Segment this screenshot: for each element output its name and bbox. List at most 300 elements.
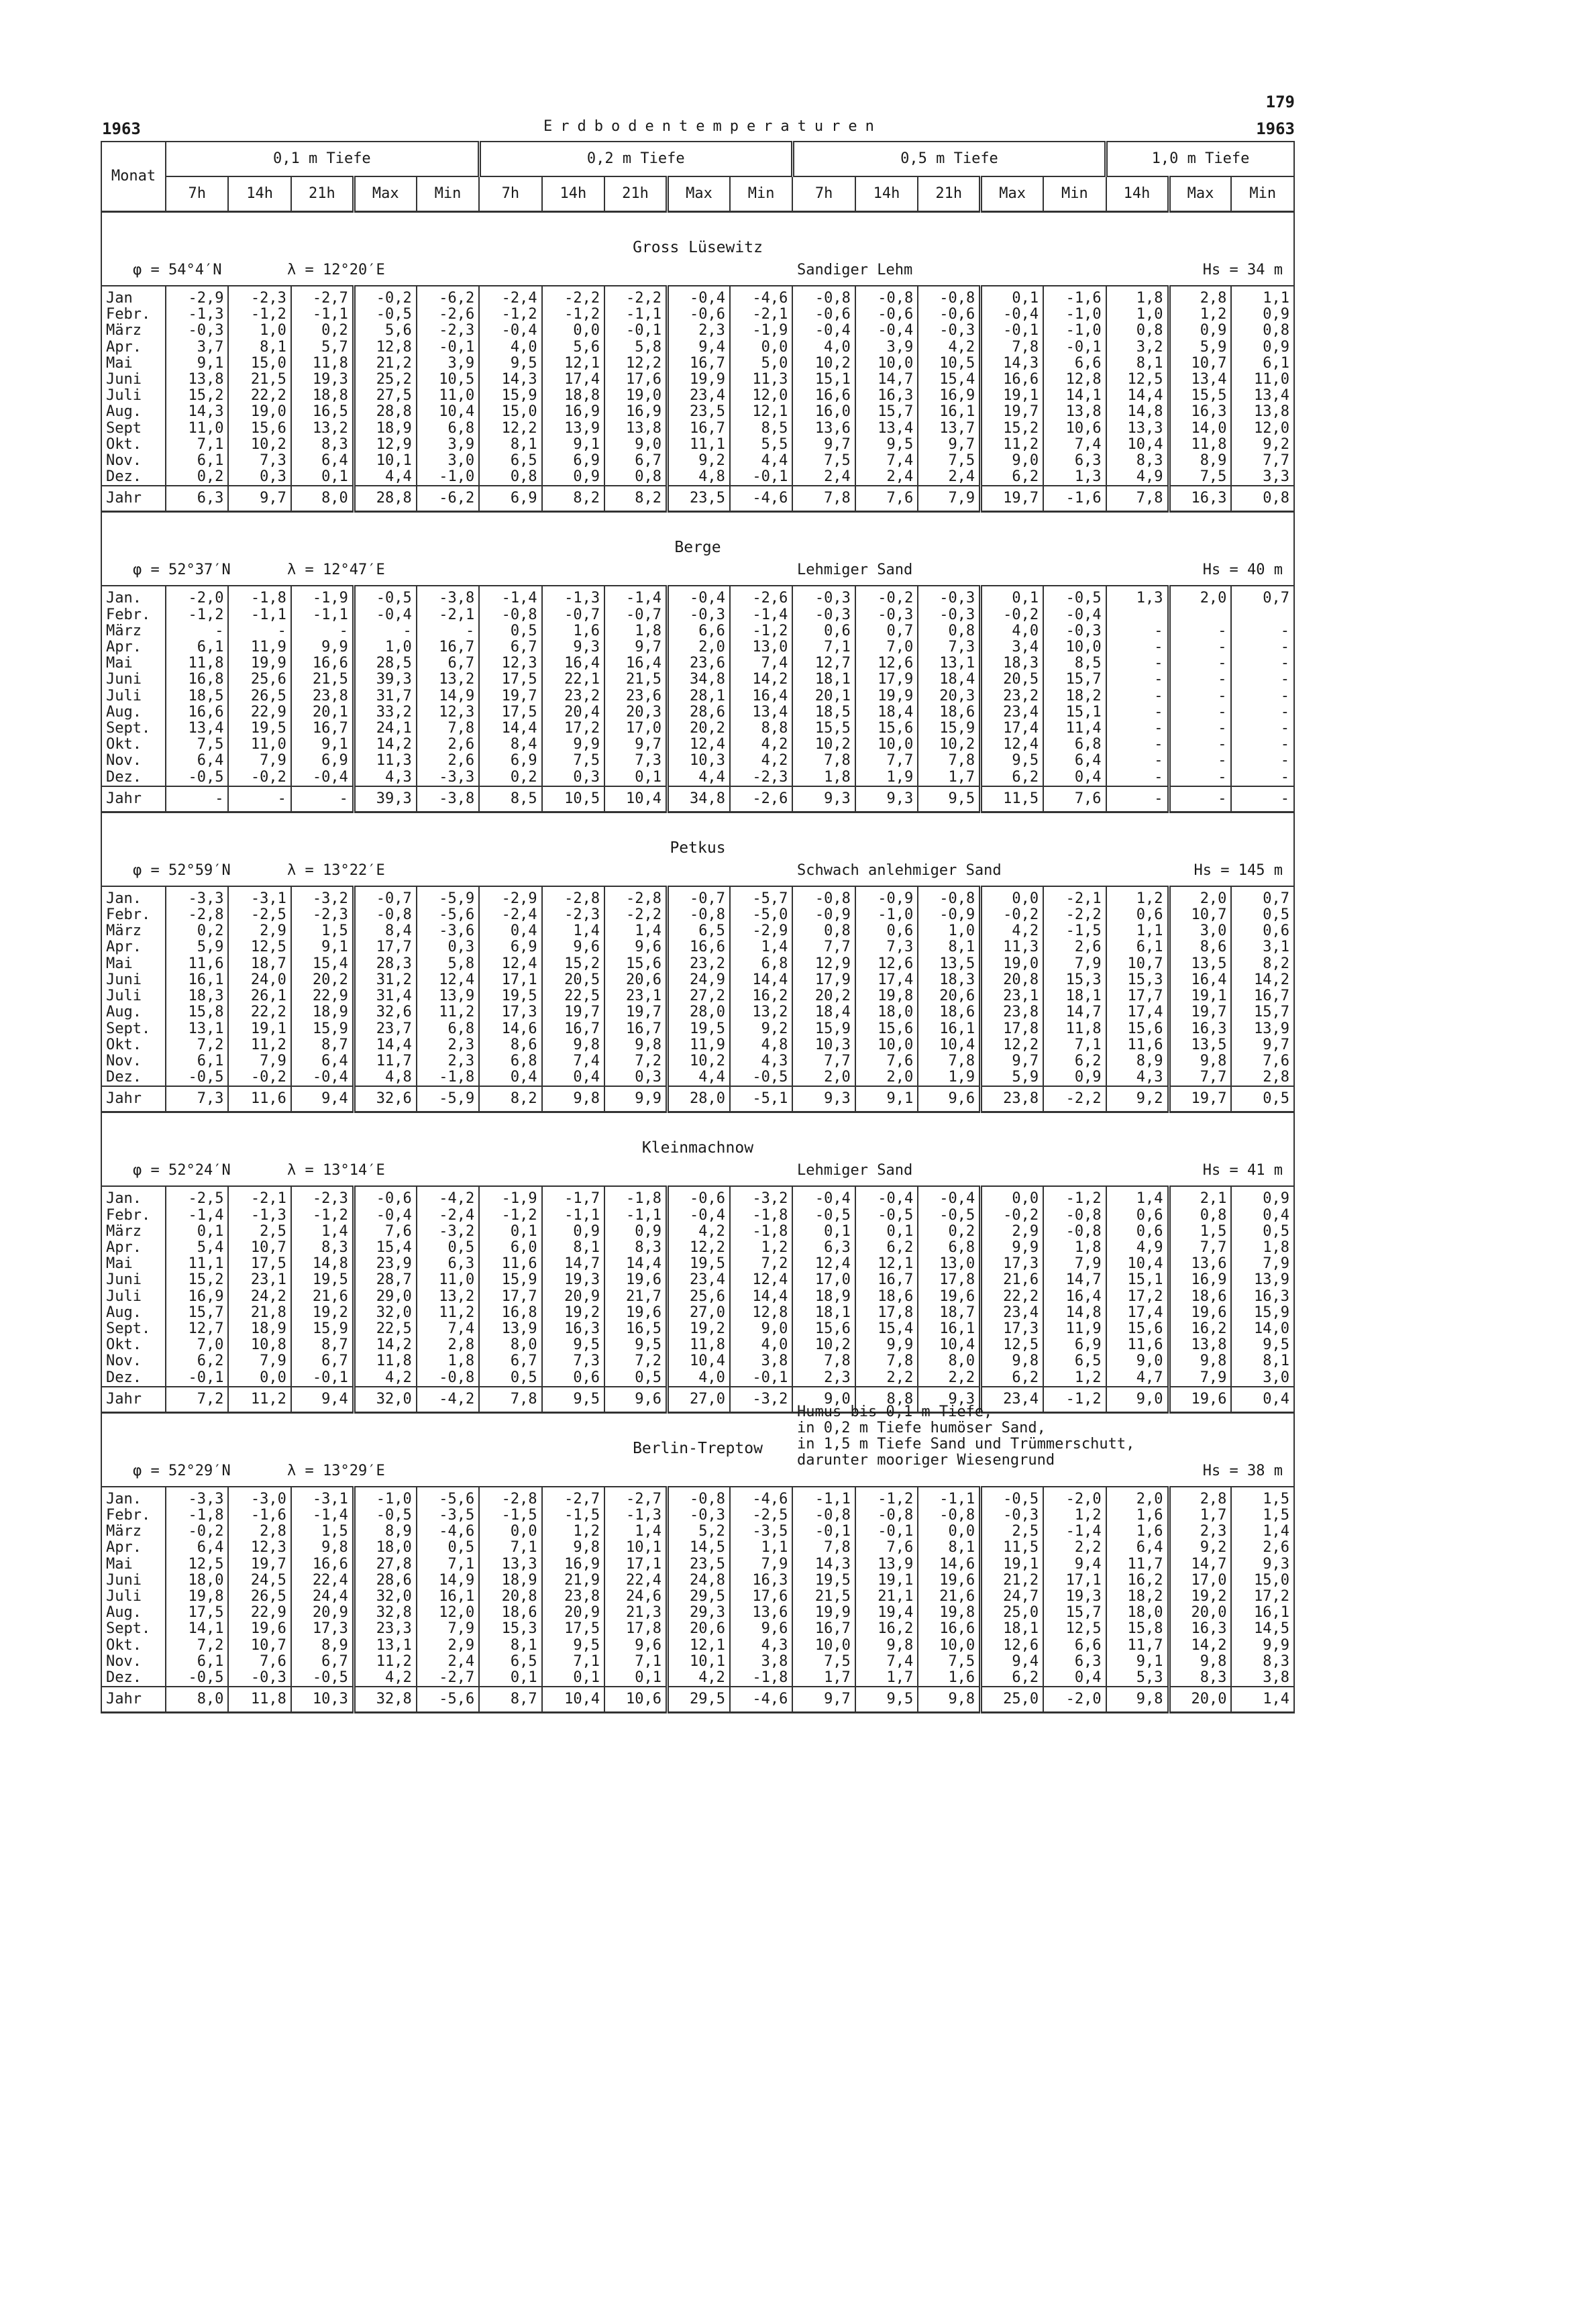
table-cell: 13,2 — [730, 1004, 792, 1020]
table-cell: 0,0 — [981, 1186, 1043, 1207]
table-cell: 3,9 — [417, 356, 479, 372]
table-cell: 11,2 — [228, 1037, 290, 1053]
table-cell: 4,2 — [354, 1670, 416, 1687]
table-cell: 10,0 — [792, 1638, 855, 1654]
station-longitude: λ = 13°14′E — [287, 1162, 385, 1179]
table-cell: -0,1 — [604, 323, 667, 339]
table-cell: 19,2 — [668, 1321, 730, 1337]
table-cell: 8,1 — [918, 1540, 980, 1556]
table-cell — [1106, 607, 1169, 623]
table-cell: 18,6 — [479, 1605, 541, 1621]
table-row — [101, 737, 1294, 753]
table-cell: -0,8 — [479, 607, 541, 623]
table-cell: 7,3 — [228, 453, 290, 469]
table-cell: 6,2 — [855, 1240, 918, 1256]
table-cell: -2,7 — [542, 1487, 604, 1508]
table-cell: - — [1106, 623, 1169, 639]
table-cell: 9,7 — [792, 1687, 855, 1713]
table-cell: 10,2 — [228, 437, 290, 453]
table-cell: 12,2 — [479, 421, 541, 437]
month-cell: Mai — [101, 655, 166, 672]
table-cell: -3,2 — [417, 1224, 479, 1240]
table-cell: 20,2 — [291, 972, 354, 988]
table-cell: 16,0 — [792, 404, 855, 420]
table-cell: 23,2 — [668, 956, 730, 972]
table-cell: 16,1 — [417, 1589, 479, 1605]
table-cell: 11,8 — [354, 1353, 416, 1369]
month-cell: Mai — [101, 356, 166, 372]
table-cell: 1,4 — [604, 1524, 667, 1540]
year-total-row — [101, 486, 1294, 512]
table-cell: 25,6 — [668, 1289, 730, 1305]
table-cell: -2,1 — [417, 607, 479, 623]
table-cell: 13,9 — [417, 988, 479, 1004]
table-cell: 6,9 — [479, 486, 541, 512]
table-cell: 15,8 — [1106, 1621, 1169, 1637]
table-cell: -0,3 — [981, 1508, 1043, 1524]
table-cell: 1,4 — [542, 923, 604, 939]
table-cell: 11,4 — [1043, 721, 1106, 737]
table-cell: 28,8 — [354, 486, 416, 512]
month-cell: Aug. — [101, 404, 166, 420]
table-cell: 3,4 — [981, 639, 1043, 655]
month-cell: Okt. — [101, 437, 166, 453]
table-cell: 8,1 — [542, 1240, 604, 1256]
table-cell: 19,5 — [228, 721, 290, 737]
table-cell: -0,7 — [542, 607, 604, 623]
table-cell: 7,2 — [604, 1053, 667, 1069]
table-cell: 33,2 — [354, 704, 416, 721]
table-cell: 13,5 — [1169, 956, 1231, 972]
table-cell: 21,9 — [542, 1573, 604, 1589]
table-cell: 17,3 — [981, 1321, 1043, 1337]
table-cell: 15,1 — [1106, 1272, 1169, 1288]
table-cell: -0,1 — [792, 1524, 855, 1540]
table-cell: 18,2 — [1043, 688, 1106, 704]
table-row — [101, 655, 1294, 672]
table-cell: -0,4 — [668, 586, 730, 606]
table-cell: 8,3 — [604, 1240, 667, 1256]
table-cell: 9,2 — [730, 1021, 792, 1037]
table-cell: 1,1 — [730, 1540, 792, 1556]
table-cell: 14,5 — [668, 1540, 730, 1556]
table-cell: 7,9 — [417, 1621, 479, 1637]
table-cell: 9,8 — [542, 1037, 604, 1053]
table-cell: 6,2 — [981, 770, 1043, 786]
table-cell: 31,2 — [354, 972, 416, 988]
table-row — [101, 323, 1294, 339]
table-cell: 22,5 — [542, 988, 604, 1004]
table-cell: 7,6 — [855, 486, 918, 512]
table-cell: - — [1169, 770, 1231, 786]
table-cell: 10,6 — [604, 1687, 667, 1713]
table-cell: 4,9 — [1106, 1240, 1169, 1256]
table-cell: -0,4 — [668, 286, 730, 307]
table-cell: 2,4 — [792, 469, 855, 486]
table-cell: 23,1 — [981, 988, 1043, 1004]
table-row — [101, 753, 1294, 769]
table-cell: 22,9 — [228, 1605, 290, 1621]
year-right: 1963 — [1256, 119, 1295, 138]
table-cell: 9,3 — [1231, 1556, 1294, 1573]
table-cell: 1,8 — [417, 1353, 479, 1369]
table-cell: 1,4 — [1231, 1687, 1294, 1713]
table-cell: -1,9 — [730, 323, 792, 339]
table-cell: - — [354, 623, 416, 639]
table-cell: -0,3 — [792, 607, 855, 623]
table-cell: 12,2 — [981, 1037, 1043, 1053]
table-cell: 17,2 — [542, 721, 604, 737]
table-row — [101, 1556, 1294, 1573]
table-cell: 8,9 — [1106, 1053, 1169, 1069]
month-cell: Sept. — [101, 1621, 166, 1637]
table-cell: 0,5 — [1231, 1086, 1294, 1112]
table-cell: 9,8 — [981, 1353, 1043, 1369]
table-cell: 20,6 — [918, 988, 980, 1004]
table-cell: - — [1231, 672, 1294, 688]
table-cell: 2,0 — [792, 1069, 855, 1086]
month-cell: Sept — [101, 421, 166, 437]
table-cell: 9,1 — [1106, 1654, 1169, 1670]
table-cell: 17,2 — [1231, 1589, 1294, 1605]
table-cell: 12,4 — [668, 737, 730, 753]
table-cell: -0,8 — [855, 286, 918, 307]
table-cell: 19,1 — [228, 1021, 290, 1037]
table-cell: 1,4 — [604, 923, 667, 939]
table-cell: 11,8 — [1043, 1021, 1106, 1037]
table-cell: 18,0 — [166, 1573, 228, 1589]
table-cell: 6,5 — [479, 1654, 541, 1670]
table-cell: 1,3 — [1106, 586, 1169, 606]
table-cell: 16,2 — [1106, 1573, 1169, 1589]
table-cell: 7,8 — [792, 1353, 855, 1369]
table-cell: -2,3 — [228, 286, 290, 307]
table-cell: 19,2 — [291, 1305, 354, 1321]
depth-header-1-0m: 1,0 m Tiefe — [1106, 142, 1294, 176]
month-cell: Mai — [101, 956, 166, 972]
table-cell: 19,9 — [855, 688, 918, 704]
table-cell: 9,8 — [604, 1037, 667, 1053]
table-cell: 19,7 — [981, 486, 1043, 512]
table-cell: -1,3 — [604, 1508, 667, 1524]
table-cell: - — [291, 786, 354, 812]
table-cell: 6,3 — [417, 1256, 479, 1272]
table-row — [101, 1037, 1294, 1053]
table-cell: 7,6 — [855, 1053, 918, 1069]
table-cell: 39,3 — [354, 786, 416, 812]
table-cell: 7,4 — [730, 655, 792, 672]
table-cell: 23,8 — [981, 1004, 1043, 1020]
table-cell: 5,0 — [730, 356, 792, 372]
table-cell: -2,0 — [166, 586, 228, 606]
table-cell: 9,1 — [291, 737, 354, 753]
station-latitude: φ = 52°37′N — [133, 562, 231, 579]
table-cell: 9,8 — [1169, 1654, 1231, 1670]
table-cell: 2,8 — [1169, 1487, 1231, 1508]
table-cell: 22,1 — [542, 672, 604, 688]
table-cell: 0,6 — [1106, 1224, 1169, 1240]
table-cell: 7,1 — [542, 1654, 604, 1670]
table-cell: 19,6 — [1169, 1387, 1231, 1413]
table-cell: 2,1 — [1169, 1186, 1231, 1207]
table-cell: 23,6 — [668, 655, 730, 672]
table-cell: 17,4 — [1106, 1305, 1169, 1321]
table-cell: 2,6 — [1043, 939, 1106, 955]
table-cell: 17,4 — [542, 372, 604, 388]
table-cell: 23,1 — [228, 1272, 290, 1288]
table-cell: 3,7 — [166, 339, 228, 356]
table-cell: 10,8 — [228, 1337, 290, 1353]
table-cell: 29,0 — [354, 1289, 416, 1305]
table-cell: 14,3 — [166, 404, 228, 420]
table-cell: -0,8 — [1043, 1208, 1106, 1224]
table-cell: 0,3 — [228, 469, 290, 486]
table-cell: 9,5 — [855, 1687, 918, 1713]
table-cell: 20,9 — [291, 1605, 354, 1621]
table-cell: 16,1 — [918, 1021, 980, 1037]
table-cell: 16,7 — [417, 639, 479, 655]
table-cell: 6,8 — [417, 1021, 479, 1037]
table-cell: 0,9 — [604, 1224, 667, 1240]
table-cell: 9,0 — [1106, 1387, 1169, 1413]
table-cell: 18,1 — [792, 672, 855, 688]
table-cell: 3,3 — [1231, 469, 1294, 486]
table-cell: 19,1 — [855, 1573, 918, 1589]
table-cell: 9,1 — [542, 437, 604, 453]
table-cell: 21,2 — [354, 356, 416, 372]
month-cell: Mai — [101, 1256, 166, 1272]
table-cell: -1,0 — [354, 1487, 416, 1508]
table-cell: 10,2 — [792, 1337, 855, 1353]
table-cell: 16,4 — [1043, 1289, 1106, 1305]
month-cell: Nov. — [101, 1053, 166, 1069]
station-name-row — [101, 212, 1294, 256]
table-cell: 0,9 — [542, 469, 604, 486]
table-cell: 1,0 — [1106, 307, 1169, 323]
table-cell: 12,3 — [479, 655, 541, 672]
table-cell: 0,8 — [479, 469, 541, 486]
table-cell: 24,8 — [668, 1573, 730, 1589]
table-cell: 10,2 — [668, 1053, 730, 1069]
table-cell: -0,8 — [918, 886, 980, 907]
table-cell: 19,2 — [542, 1305, 604, 1321]
table-row — [101, 1540, 1294, 1556]
table-cell: 14,2 — [730, 672, 792, 688]
table-cell: 9,6 — [604, 939, 667, 955]
table-cell: 16,6 — [792, 388, 855, 404]
table-cell: 8,1 — [479, 437, 541, 453]
table-cell: 27,8 — [354, 1556, 416, 1573]
column-header-14h: 14h — [1106, 176, 1169, 212]
table-cell: 9,0 — [730, 1321, 792, 1337]
table-cell: 16,7 — [855, 1272, 918, 1288]
table-cell: 10,6 — [1043, 421, 1106, 437]
table-cell: -5,6 — [417, 1487, 479, 1508]
soil-note-line: in 1,5 m Tiefe Sand und Trümmerschutt, — [797, 1435, 1135, 1452]
table-cell: 7,9 — [1043, 1256, 1106, 1272]
table-cell: 15,9 — [792, 1021, 855, 1037]
month-cell: Aug. — [101, 704, 166, 721]
table-cell: 19,8 — [918, 1605, 980, 1621]
table-cell: 0,5 — [1231, 907, 1294, 923]
table-cell: 14,4 — [730, 1289, 792, 1305]
table-cell: 19,8 — [166, 1589, 228, 1605]
table-cell: 12,6 — [855, 655, 918, 672]
table-cell: 18,9 — [792, 1289, 855, 1305]
table-cell: -2,6 — [730, 586, 792, 606]
table-cell: -2,4 — [417, 1208, 479, 1224]
table-cell: 19,3 — [1043, 1589, 1106, 1605]
table-cell: -2,9 — [166, 286, 228, 307]
table-cell: -0,1 — [730, 1370, 792, 1387]
table-cell: 9,4 — [668, 339, 730, 356]
column-header-21h: 21h — [918, 176, 980, 212]
table-cell: 2,8 — [228, 1524, 290, 1540]
table-cell: 28,0 — [668, 1004, 730, 1020]
table-cell: 6,8 — [730, 956, 792, 972]
table-cell: 13,4 — [1231, 388, 1294, 404]
table-cell: 6,9 — [1043, 1337, 1106, 1353]
table-cell: -1,6 — [228, 1508, 290, 1524]
month-cell: Sept. — [101, 721, 166, 737]
table-cell: 0,9 — [1231, 307, 1294, 323]
table-cell: 6,6 — [1043, 1638, 1106, 1654]
table-cell: - — [1169, 639, 1231, 655]
table-cell: 17,4 — [981, 721, 1043, 737]
table-cell: 10,2 — [792, 737, 855, 753]
table-cell: 12,2 — [668, 1240, 730, 1256]
table-cell: 8,1 — [228, 339, 290, 356]
table-cell: -5,1 — [730, 1086, 792, 1112]
table-cell: 6,7 — [291, 1353, 354, 1369]
table-cell: 3,0 — [417, 453, 479, 469]
table-cell: 7,0 — [855, 639, 918, 655]
table-cell: 6,2 — [981, 1670, 1043, 1687]
table-cell: 1,2 — [1169, 307, 1231, 323]
table-cell: -2,8 — [604, 886, 667, 907]
table-cell: 28,1 — [668, 688, 730, 704]
table-cell: -0,4 — [855, 1186, 918, 1207]
table-cell: 0,4 — [1231, 1387, 1294, 1413]
table-cell: - — [1231, 639, 1294, 655]
table-cell: 19,1 — [1169, 988, 1231, 1004]
table-cell: -0,8 — [1043, 1224, 1106, 1240]
month-cell: Dez. — [101, 1069, 166, 1086]
table-cell: 6,4 — [1043, 753, 1106, 769]
table-cell: -0,6 — [792, 307, 855, 323]
depth-header-0-5m: 0,5 m Tiefe — [792, 142, 1106, 176]
table-cell: 7,8 — [479, 1387, 541, 1413]
table-cell: 8,5 — [479, 786, 541, 812]
table-cell: - — [291, 623, 354, 639]
table-cell: - — [166, 623, 228, 639]
month-cell: Jahr — [101, 1387, 166, 1413]
table-cell: 7,7 — [855, 753, 918, 769]
table-cell: 12,5 — [1106, 372, 1169, 388]
table-cell: 11,8 — [166, 655, 228, 672]
table-cell: 1,0 — [354, 639, 416, 655]
table-cell: 13,2 — [417, 1289, 479, 1305]
table-cell: 8,3 — [1231, 1654, 1294, 1670]
table-cell: 23,4 — [981, 1387, 1043, 1413]
table-row — [101, 607, 1294, 623]
table-cell: -0,4 — [981, 307, 1043, 323]
table-row — [101, 356, 1294, 372]
table-row — [101, 404, 1294, 420]
table-cell: 21,7 — [604, 1289, 667, 1305]
station-latitude: φ = 52°24′N — [133, 1162, 231, 1179]
table-cell: 0,5 — [479, 1370, 541, 1387]
table-cell: 11,3 — [981, 939, 1043, 955]
month-cell: Juli — [101, 988, 166, 1004]
table-cell: 6,2 — [1043, 1053, 1106, 1069]
table-cell: 23,2 — [542, 688, 604, 704]
table-cell: 7,4 — [542, 1053, 604, 1069]
table-cell: 14,2 — [354, 1337, 416, 1353]
table-cell: 19,0 — [228, 404, 290, 420]
table-cell: 11,2 — [417, 1305, 479, 1321]
table-cell: -1,2 — [542, 307, 604, 323]
table-cell: 28,5 — [354, 655, 416, 672]
table-cell: 5,7 — [291, 339, 354, 356]
table-cell: 11,1 — [668, 437, 730, 453]
table-cell: 12,1 — [668, 1638, 730, 1654]
table-cell: 11,7 — [1106, 1556, 1169, 1573]
table-cell: 13,9 — [479, 1321, 541, 1337]
table-cell: -0,1 — [166, 1370, 228, 1387]
table-cell: 7,9 — [1169, 1370, 1231, 1387]
table-cell: 2,2 — [918, 1370, 980, 1387]
table-cell: -3,2 — [730, 1186, 792, 1207]
table-cell: 20,1 — [792, 688, 855, 704]
table-cell: 10,7 — [228, 1638, 290, 1654]
table-cell: 0,1 — [792, 1224, 855, 1240]
table-cell: 3,9 — [855, 339, 918, 356]
table-cell: 10,7 — [1106, 956, 1169, 972]
table-cell: 15,6 — [1106, 1021, 1169, 1037]
table-cell: 17,9 — [792, 972, 855, 988]
table-cell: 0,1 — [981, 286, 1043, 307]
table-cell: 4,7 — [1106, 1370, 1169, 1387]
table-cell: 0,5 — [479, 623, 541, 639]
table-cell: 18,7 — [228, 956, 290, 972]
column-header-min: Min — [730, 176, 792, 212]
table-cell: 4,0 — [981, 623, 1043, 639]
table-cell: 9,7 — [1231, 1037, 1294, 1053]
month-cell: Aug. — [101, 1305, 166, 1321]
table-cell: 10,0 — [918, 1638, 980, 1654]
table-cell: -1,2 — [166, 607, 228, 623]
station-name: Berlin-Treptow — [633, 1439, 763, 1457]
month-cell: Juli — [101, 1589, 166, 1605]
table-cell: -0,5 — [1043, 586, 1106, 606]
table-cell: 4,3 — [354, 770, 416, 786]
table-cell: -0,2 — [354, 286, 416, 307]
table-cell: 23,4 — [668, 388, 730, 404]
table-cell: 14,7 — [1043, 1272, 1106, 1288]
table-cell: -1,4 — [730, 607, 792, 623]
table-cell: 17,8 — [604, 1621, 667, 1637]
table-cell: -3,8 — [417, 786, 479, 812]
table-cell: 7,4 — [855, 453, 918, 469]
station-name: Gross Lüsewitz — [633, 238, 763, 256]
table-cell: 17,3 — [981, 1256, 1043, 1272]
soil-note-line: in 0,2 m Tiefe humöser Sand, — [797, 1419, 1046, 1436]
station-name-row — [101, 812, 1294, 856]
table-row — [101, 1272, 1294, 1288]
table-cell: -2,3 — [542, 907, 604, 923]
table-cell: 19,3 — [542, 1272, 604, 1288]
